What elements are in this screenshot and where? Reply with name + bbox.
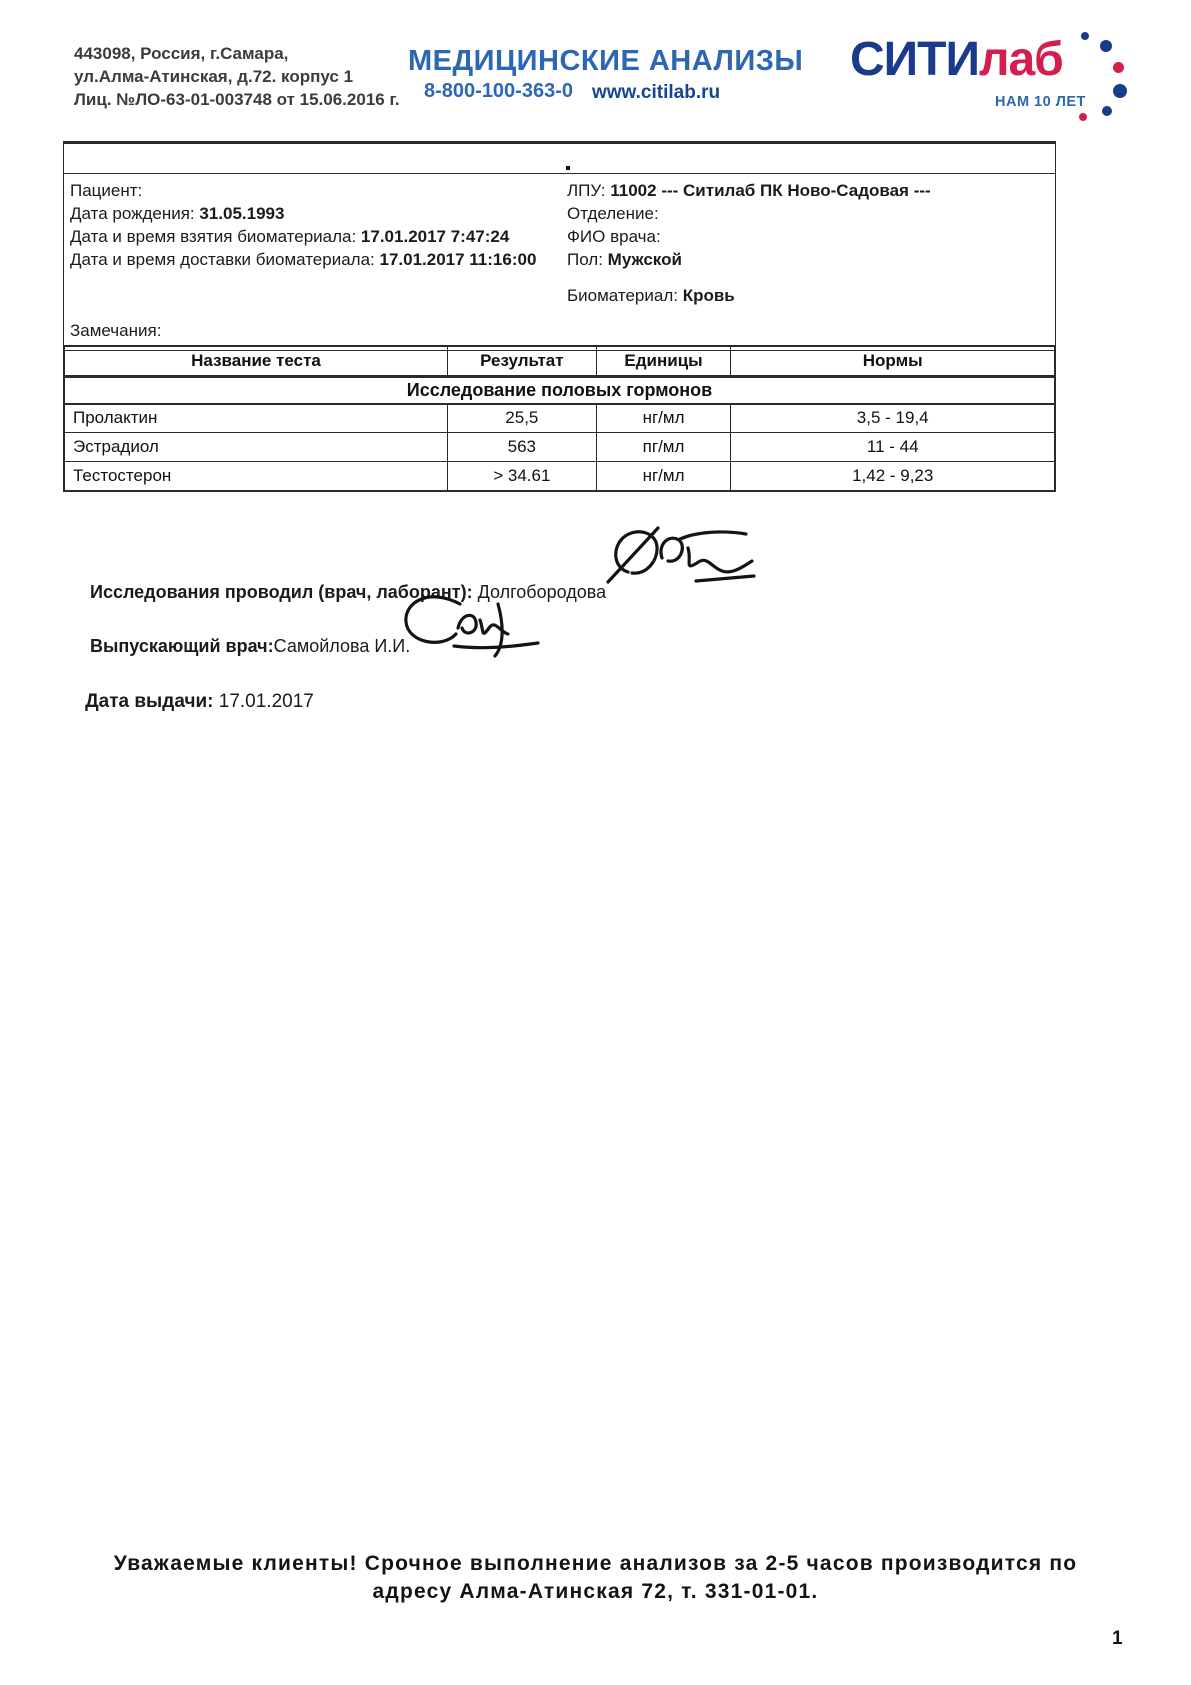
- issue-date-line: Дата выдачи: 17.01.2017: [85, 691, 314, 712]
- patient-details-column: [70, 179, 567, 307]
- table-row: [64, 404, 1055, 433]
- footer-notice: [0, 1550, 1191, 1606]
- doctor-name-line: ФИО врача:: [567, 227, 661, 246]
- address-line-1: 443098, Россия, г.Самара,: [74, 44, 289, 63]
- table-header-row: [64, 346, 1055, 376]
- norms-cell: 1,42 - 9,23: [731, 462, 1055, 491]
- patient-info-box: [63, 141, 1056, 351]
- address-line-2: ул.Алма-Атинская, д.72. корпус 1: [74, 67, 354, 86]
- release-doctor-line: Выпускающий врач:Самойлова И.И.: [90, 636, 411, 656]
- test-name-cell: Тестостерон: [64, 462, 448, 491]
- page-number: 1: [1112, 1628, 1123, 1649]
- birth-date-line: Дата рождения: 31.05.1993: [70, 204, 285, 223]
- test-name-cell: Пролактин: [64, 404, 448, 433]
- logo-dot-icon: [1102, 106, 1112, 116]
- phone-number: 8-800-100-363-0: [424, 80, 573, 102]
- release-doctor-signature: [396, 586, 556, 664]
- result-cell: 563: [448, 433, 597, 462]
- table-section-title-row: [64, 376, 1055, 404]
- logo-dot-icon: [1079, 113, 1087, 121]
- document-title: МЕДИЦИНСКИЕ АНАЛИЗЫ: [408, 45, 804, 77]
- sample-taken-line: Дата и время взятия биоматериала: 17.01.2017 7:47:24: [70, 227, 510, 246]
- logo-dot-icon: [1081, 32, 1089, 40]
- footer-line-1: Уважаемые клиенты! Срочное выполнение анализов за 2-5 часов производится по: [113, 1552, 1078, 1575]
- column-header-norms: Нормы: [731, 346, 1055, 376]
- table-row: [64, 462, 1055, 491]
- patient-name-line: Пациент:: [70, 181, 143, 200]
- biomaterial-line: Биоматериал: Кровь: [567, 286, 735, 305]
- units-cell: нг/мл: [596, 462, 731, 491]
- column-header-test-name: Название теста: [64, 346, 448, 376]
- remarks-label: Замечания:: [70, 321, 162, 340]
- result-cell: > 34.61: [448, 462, 597, 491]
- logo-tagline: НАМ 10 ЛЕТ: [995, 94, 1086, 110]
- column-header-units: Единицы: [596, 346, 731, 376]
- column-header-result: Результат: [448, 346, 597, 376]
- norms-cell: 3,5 - 19,4: [731, 404, 1055, 433]
- lab-technician-signature: [596, 518, 764, 606]
- scan-artifact-dot: [566, 166, 570, 170]
- department-line: Отделение:: [567, 204, 659, 223]
- units-cell: пг/мл: [596, 433, 731, 462]
- result-cell: 25,5: [448, 404, 597, 433]
- table-row: [64, 433, 1055, 462]
- citilab-logo: [850, 34, 1063, 86]
- logo-text-siti: СИТИ: [850, 33, 979, 86]
- logo-dot-icon: [1113, 84, 1127, 98]
- performed-by-line: Исследования проводил (врач, лаборант): Долгобородова: [90, 582, 607, 602]
- info-box-header-strip: [64, 144, 1055, 174]
- footer-line-2: адресу Алма-Атинская 72, т. 331-01-01.: [372, 1580, 819, 1603]
- logo-dot-icon: [1113, 62, 1124, 73]
- norms-cell: 11 - 44: [731, 433, 1055, 462]
- test-name-cell: Эстрадиол: [64, 433, 448, 462]
- logo-text-lab: лаб: [978, 33, 1063, 86]
- units-cell: нг/мл: [596, 404, 731, 433]
- lab-address: [74, 42, 400, 111]
- clinic-details-column: [567, 179, 1049, 307]
- lpu-line: ЛПУ: 11002 --- Ситилаб ПК Ново-Садовая ---: [567, 181, 931, 200]
- sex-line: Пол: Мужской: [567, 250, 682, 269]
- table-section-title: Исследование половых гормонов: [64, 376, 1055, 404]
- logo-dot-icon: [1100, 40, 1112, 52]
- results-table: [63, 345, 1056, 492]
- address-line-3: Лиц. №ЛО-63-01-003748 от 15.06.2016 г.: [74, 90, 400, 109]
- website-url: www.citilab.ru: [592, 82, 721, 103]
- sample-delivered-line: Дата и время доставки биоматериала: 17.01.2017 11:16:00: [70, 250, 537, 269]
